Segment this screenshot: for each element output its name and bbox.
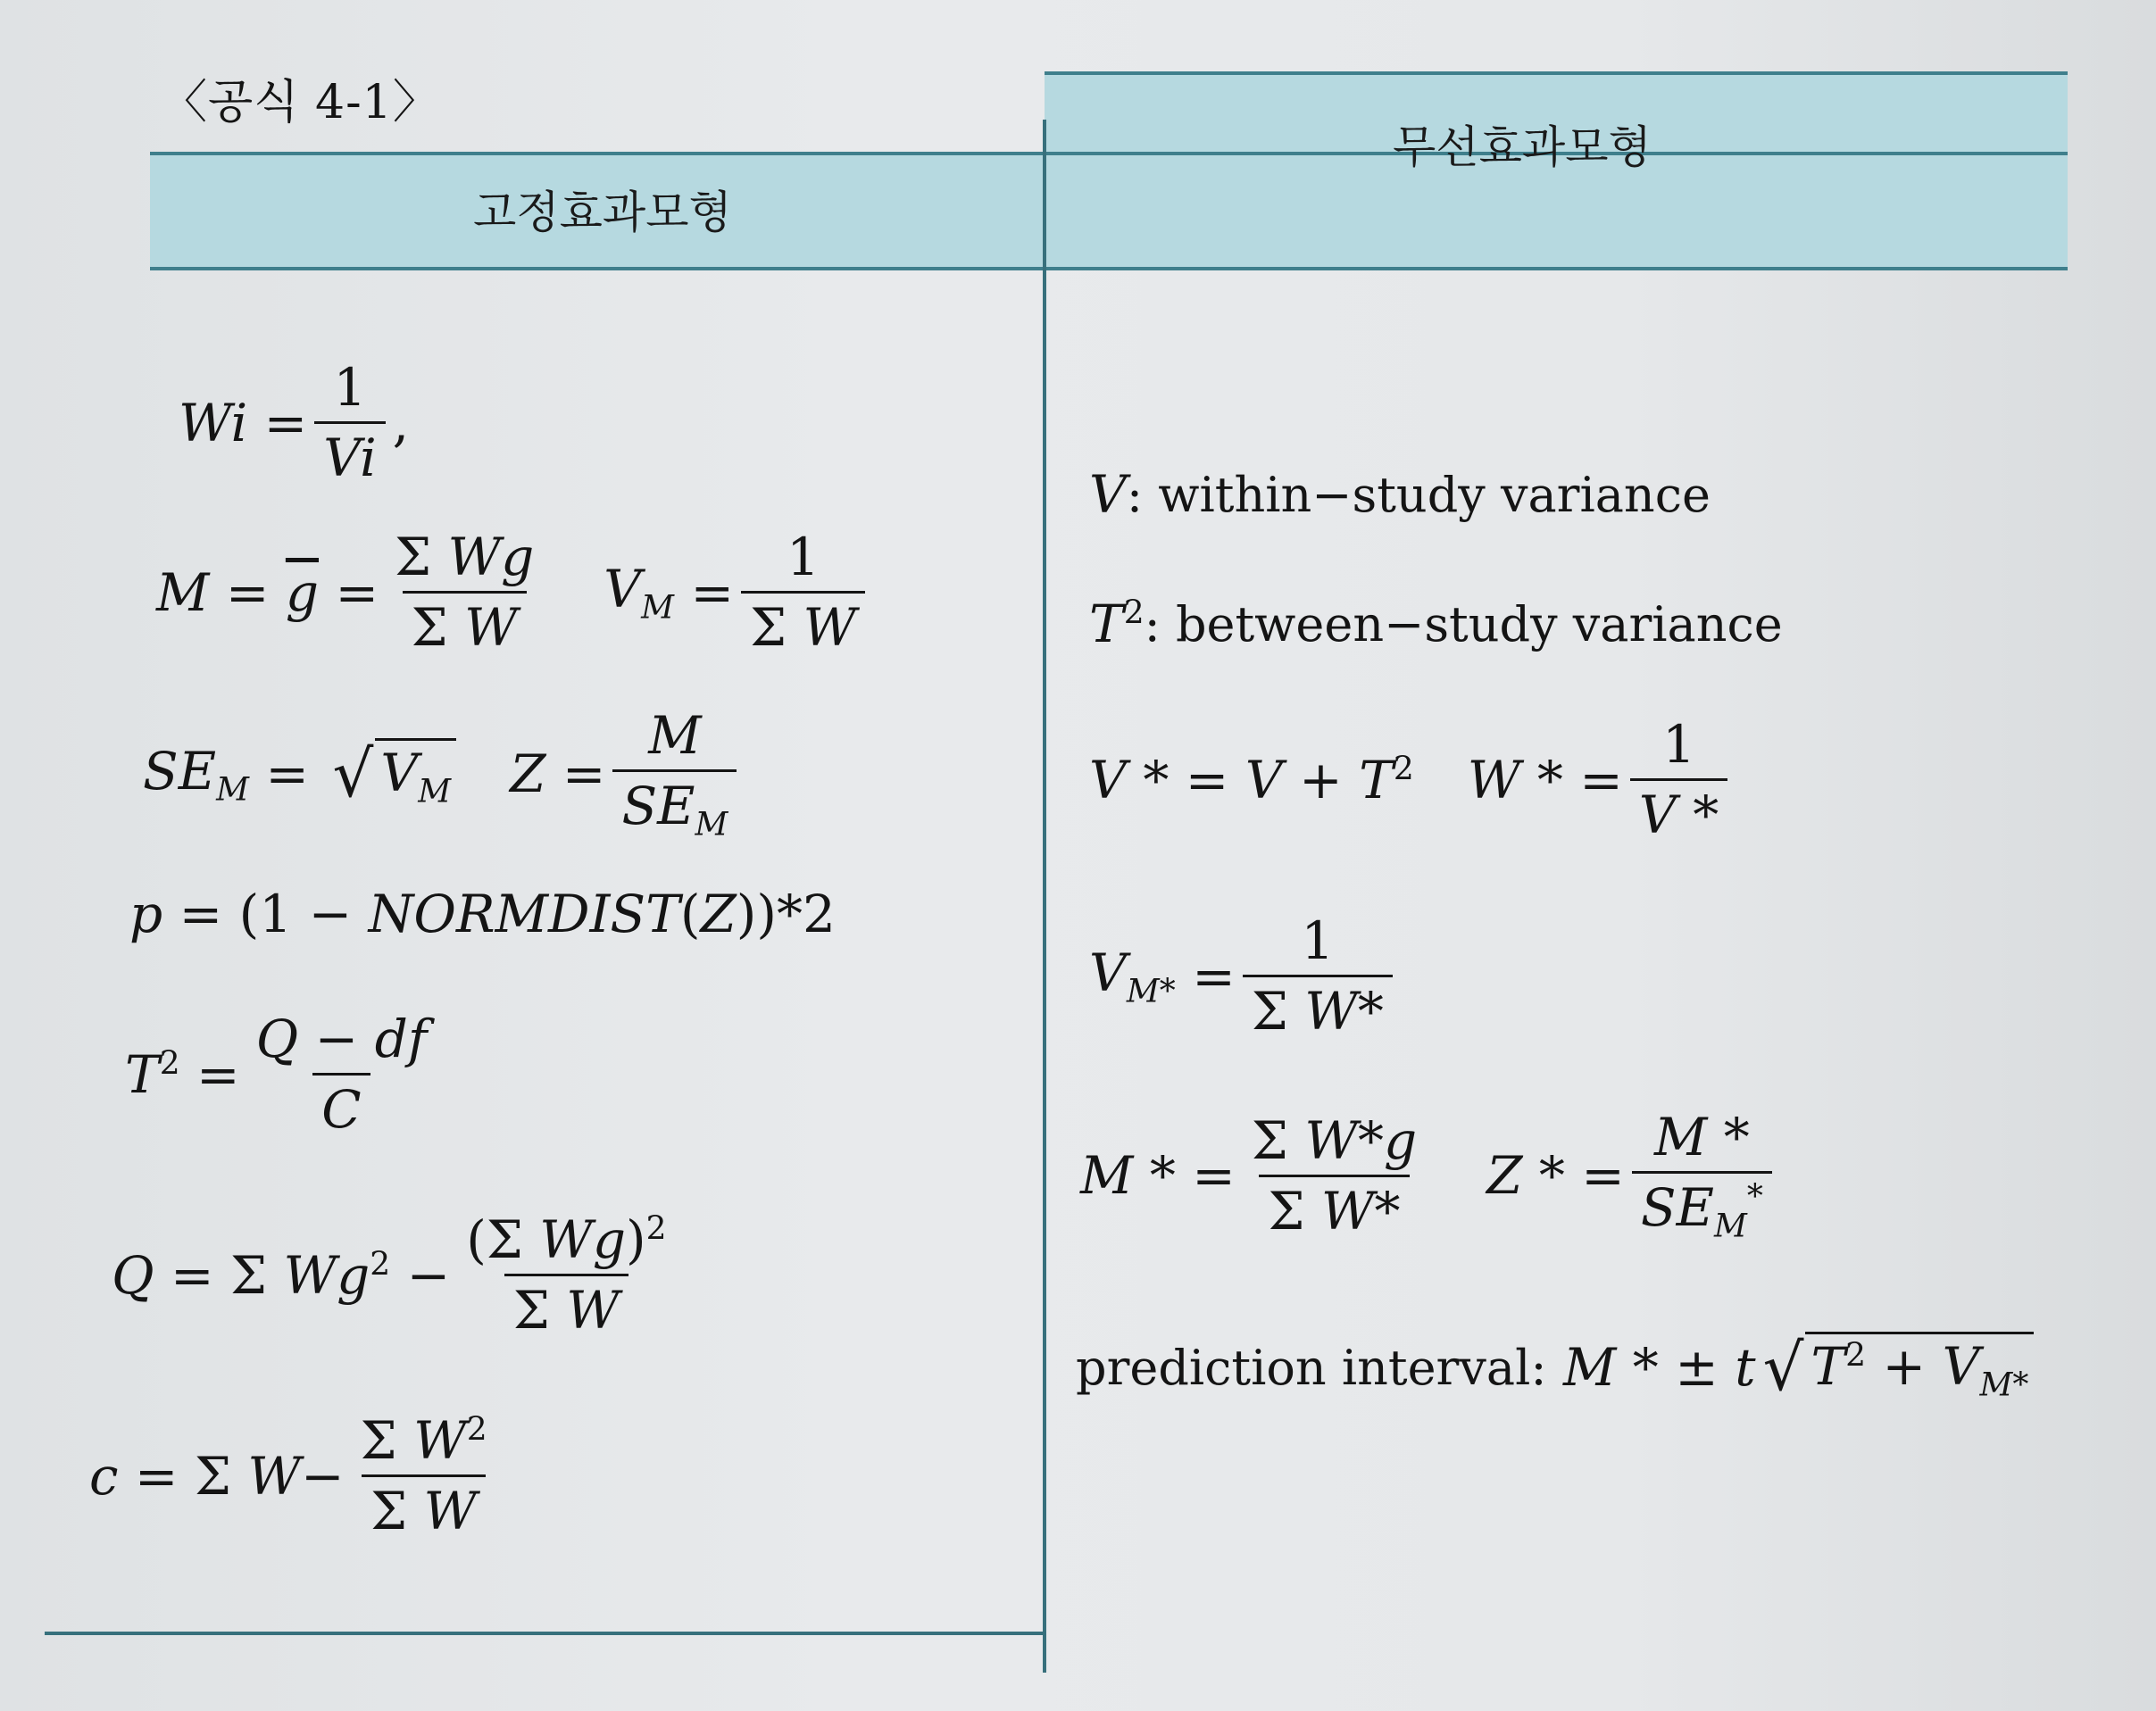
header-fixed-effect: 고정효과모형 (473, 187, 732, 238)
formula-weight: Wi = $\frac{1}{Vi}$ , (179, 357, 410, 488)
def-between-variance: $T^2$ : between−study variance (1089, 594, 1783, 654)
formula-prediction-interval: prediction interval: M * ± t √ $T^2 + V_{M*}$ (1076, 1330, 2034, 1405)
def-within-variance: V : within−study variance (1089, 464, 1711, 525)
formula-caption: 〈공식 4-1〉 (161, 76, 440, 129)
header-band (150, 152, 2068, 270)
formula-c: c = Σ W − $\frac{\Sigma W^2}{\text{Σ W}}$ (89, 1410, 487, 1541)
formula-tau-squared: $T^2$ = $\frac{Q - df}{C}$ (125, 1009, 428, 1140)
formula-vm-star: $V_{M*}$ = $\frac{1}{\text{Σ W*}}$ (1089, 910, 1400, 1042)
formula-m-star-z-star: M * = $\frac{\text{Σ W*g}}{\text{Σ W*}}$ Z * = $\frac{M *}{SE_M^*}$ (1080, 1107, 1779, 1245)
formula-p-value: p = (1 − NORMDIST ( Z ))*2 (129, 884, 836, 944)
column-divider (1043, 120, 1046, 1673)
header-random-effect: 무선효과모형 (1393, 121, 1652, 173)
table-bottom-rule (45, 1632, 1045, 1635)
formula-v-star: V * = V + $T^2$ W * = $\frac{1}{V *}$ (1089, 714, 1735, 845)
formula-q: Q = Σ Wg$^2$ − $\frac{(\Sigma Wg)^2}{\text{Σ W}}$ (112, 1209, 667, 1341)
formula-se-z: $SE_M$ = √ $V_M$ Z = $\frac{M}{SE_M}$ (143, 705, 744, 843)
formula-mean: M = $\overline{g}$ = $\frac{\text{Σ Wg}}{\text{Σ W}}$ $V_M$ = $\frac{1}{\text{Σ W}}$ (156, 527, 872, 658)
